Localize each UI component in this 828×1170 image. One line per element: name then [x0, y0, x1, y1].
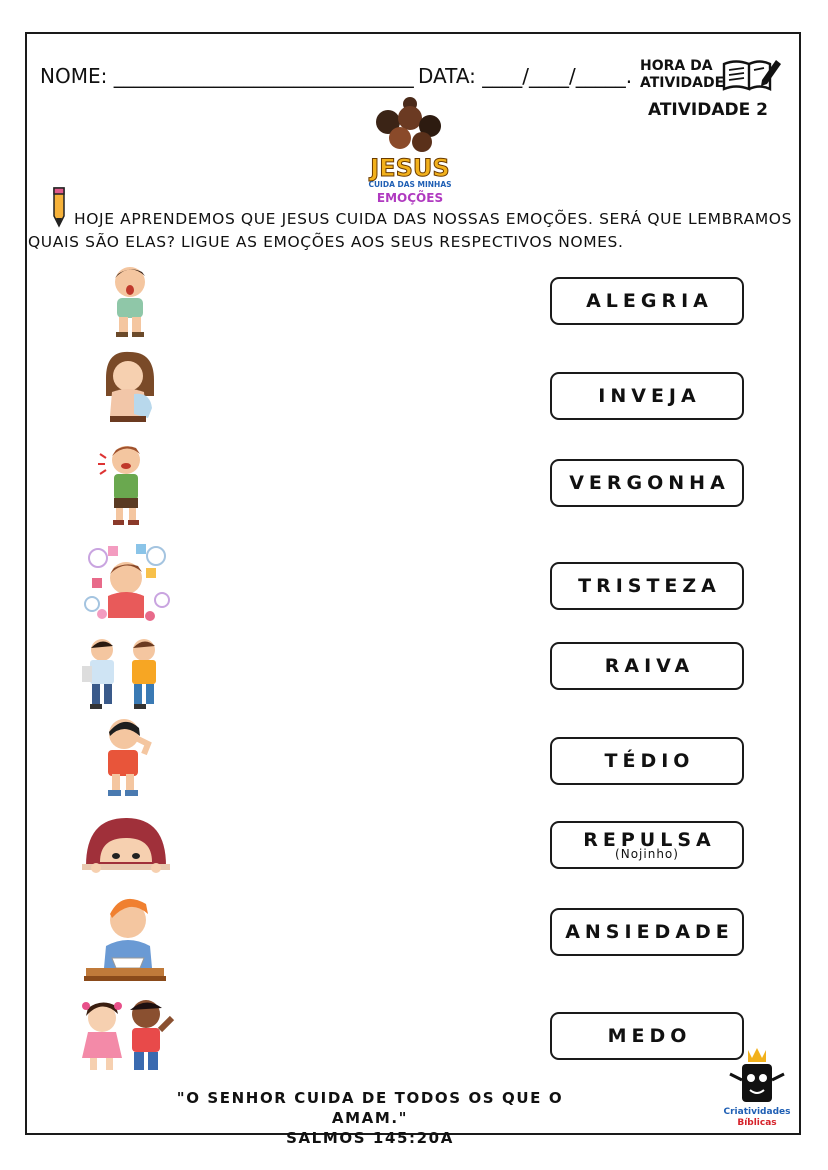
emotion-label: RAIVA [604, 655, 695, 677]
emotion-label: VERGONHA [569, 472, 730, 494]
emotion-box-inveja[interactable] [550, 372, 744, 420]
date-field-label: DATA: ____/____/_____. [418, 64, 633, 88]
thinking-boy-desk-illustration [82, 888, 168, 984]
scared-boy-illustration [102, 262, 158, 340]
activity-number: ATIVIDADE 2 [648, 100, 768, 120]
emotion-box-medo[interactable] [550, 1012, 744, 1060]
emotion-label: ALEGRIA [586, 290, 713, 312]
emotion-label: REPULSA [583, 829, 716, 851]
instructions-text [28, 208, 800, 254]
emotion-box-tedio[interactable] [550, 737, 744, 785]
logo-emocoes-text: EMOÇÕES [376, 191, 444, 205]
two-boys-arguing-illustration [78, 636, 174, 712]
happy-kids-illustration [72, 996, 176, 1076]
emotion-box-alegria[interactable] [550, 277, 744, 325]
instructions-line1: HOJE APRENDEMOS QUE JESUS CUIDA DAS NOSSAS EMOÇÕES. SERÁ QUE LEMBRAMOS [74, 210, 793, 228]
bible-verse [140, 1088, 600, 1148]
emotion-label: INVEJA [598, 385, 701, 407]
emotion-box-ansiedade[interactable] [550, 908, 744, 956]
emotion-box-repulsa[interactable] [550, 821, 744, 869]
hora-line1: HORA DA [640, 58, 713, 74]
brand-line1: Criatividades [723, 1107, 791, 1117]
bored-boy-illustration [96, 714, 158, 800]
verse-text: "O SENHOR CUIDA DE TODOS OS QUE O AMAM." [176, 1089, 564, 1127]
emotion-label: MEDO [607, 1025, 692, 1047]
name-field-label: NOME: ______________________________ [40, 64, 414, 88]
emotion-label: ANSIEDADE [565, 921, 734, 943]
hora-line2: ATIVIDADE [640, 75, 725, 91]
emotion-box-tristeza[interactable] [550, 562, 744, 610]
emotion-label: TÉDIO [604, 750, 695, 772]
instructions-line2: QUAIS SÃO ELAS? LIGUE AS EMOÇÕES AOS SEUS RESPECTIVOS NOMES. [28, 233, 624, 251]
embarrassed-boy-illustration [96, 440, 154, 528]
envious-girl-illustration [98, 348, 160, 424]
anxious-boy-swirls-illustration [80, 538, 172, 624]
logo-jesus-text: JESUS [370, 154, 450, 182]
emotion-box-raiva[interactable] [550, 642, 744, 690]
hora-da-atividade-title [640, 58, 724, 92]
jesus-emocoes-logo [368, 96, 452, 208]
peeking-girl-illustration [80, 812, 172, 874]
emotion-sublabel: (Nojinho) [615, 847, 679, 861]
verse-reference: SALMOS 145:20A [286, 1129, 454, 1147]
criatividades-biblicas-logo [722, 1046, 792, 1130]
emotion-label: TRISTEZA [578, 575, 721, 597]
open-book-pencil-icon [720, 56, 782, 92]
emotion-box-vergonha[interactable] [550, 459, 744, 507]
brand-line2: Bíblicas [737, 1118, 777, 1128]
logo-subtitle-text: CUIDA DAS MINHAS [368, 180, 452, 189]
